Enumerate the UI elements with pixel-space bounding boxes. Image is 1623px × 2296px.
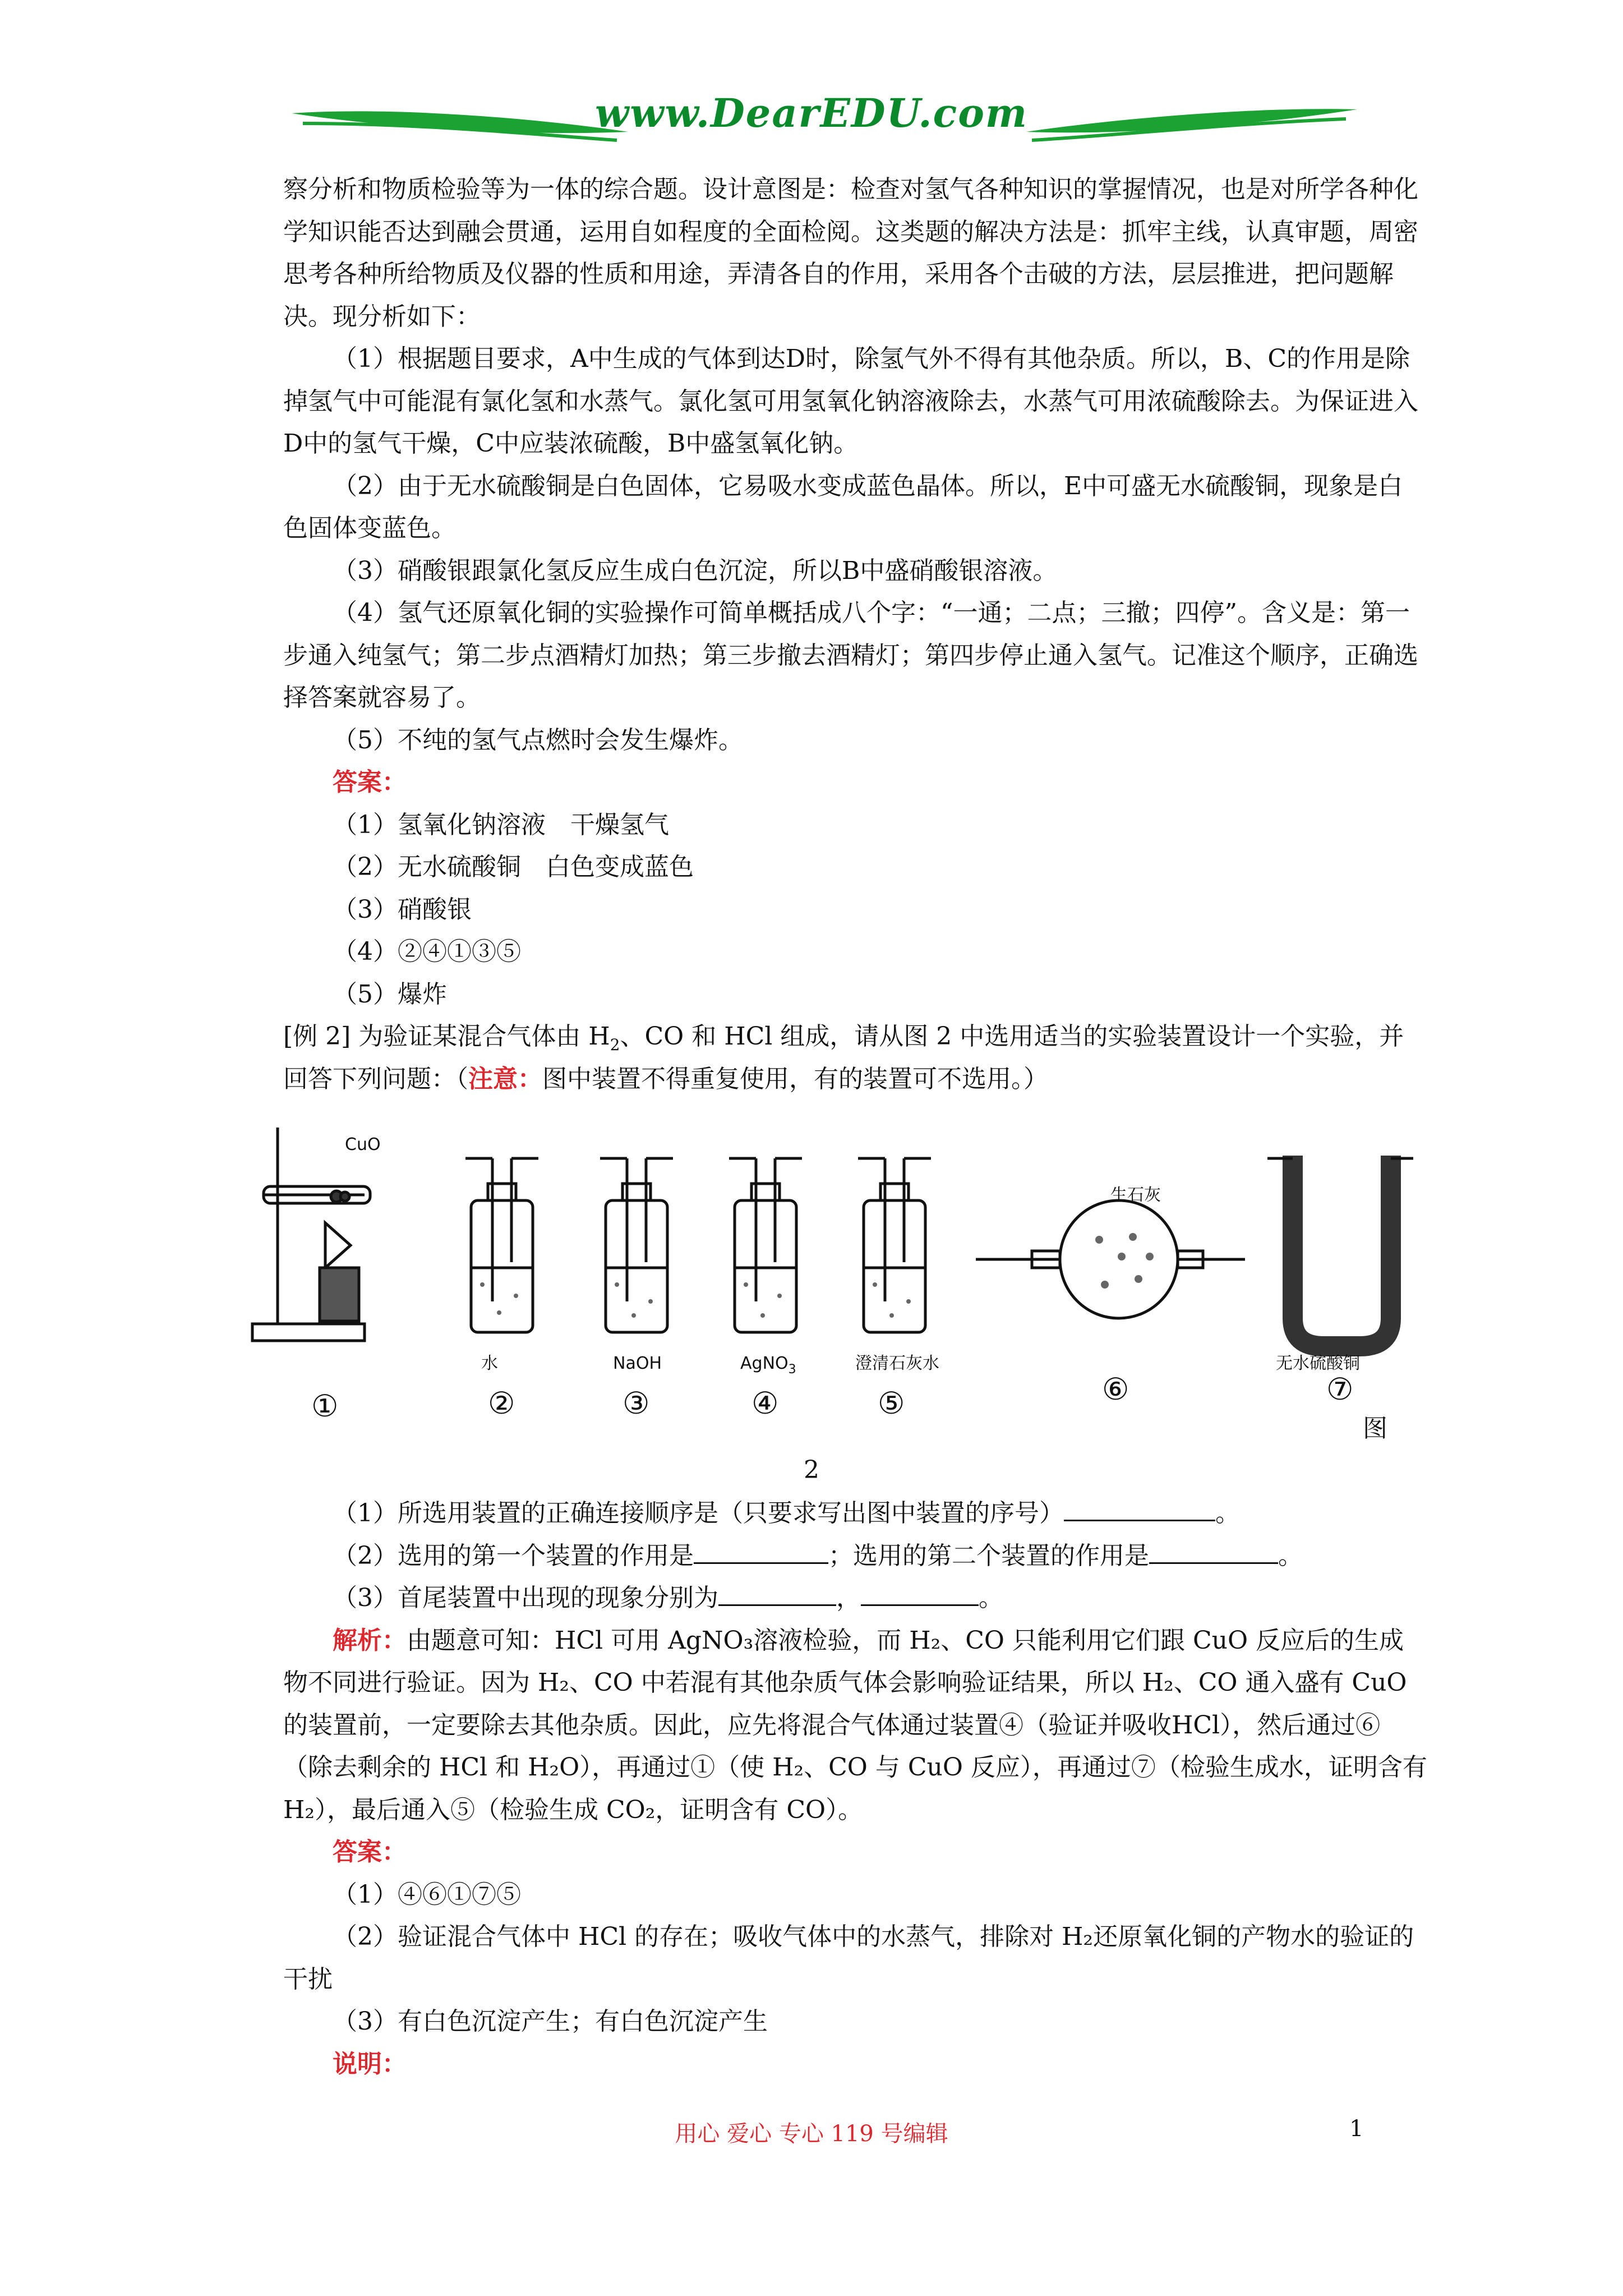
analysis-item-2: （2）由于无水硫酸铜是白色固体，它易吸水变成蓝色晶体。所以，E中可盛无水硫酸铜，现象是白色固体变蓝色。 — [283, 471, 1403, 542]
analysis-item-5: （5）不纯的氢气点燃时会发生爆炸。 — [333, 725, 743, 754]
answer-blank-3[interactable] — [1149, 1543, 1278, 1564]
answer-blank-1[interactable] — [1064, 1501, 1215, 1521]
apparatus-number-1: ① — [311, 1388, 339, 1424]
page-footer: 用心 爱心 专心 119 号编辑 — [675, 2121, 948, 2147]
apparatus-7-u-tube — [1267, 1156, 1413, 1346]
document-body — [283, 168, 1427, 1100]
apparatus-6-drying-bulb — [976, 1200, 1245, 1318]
apparatus-4-bottle — [729, 1158, 802, 1332]
figure-2-apparatus — [224, 1116, 1424, 1430]
intro-paragraph: 察分析和物质检验等为一体的综合题。设计意图是：检查对氢气各种知识的掌握情况，也是对所学各种化学知识能否达到融会贯通，运用自如程度的全面检阅。这类题的解决方法是：抓牢主线，认真审题，周密思考各种所给物质及仪器的性质和用途，弄清各自的作用，采用各个击破的方法，层层推进，把问题解决。现分析如下： — [283, 175, 1418, 331]
apparatus-3-bottle — [600, 1158, 673, 1332]
note-label: 注意： — [468, 1064, 542, 1093]
answer-blank-4[interactable] — [718, 1585, 836, 1606]
example-2-prompt: [例 2] 为验证某混合气体由 $H_2$、CO 和 HCl 组成，请从图 2 中选用适当的实验装置设计一个实验，并回答下列问题：（注意：图中装置不得重复使用，有的装置可不选用。） — [283, 1022, 1404, 1093]
note-heading: 说明： — [333, 2049, 407, 2078]
apparatus-number-7: ⑦ — [1326, 1372, 1354, 1407]
answer-2-item-1: （1）④⑥①⑦⑤ — [333, 1880, 521, 1909]
answer-heading-2: 答案： — [333, 1838, 407, 1866]
answer-item-1: （1）氢氧化钠溶液 干燥氢气 — [333, 810, 669, 839]
analysis-item-3: （3）硝酸银跟氯化氢反应生成白色沉淀，所以B中盛硝酸银溶液。 — [333, 556, 1058, 585]
site-logo-text: www.DearEDU.com — [594, 90, 1028, 136]
apparatus-diagram — [224, 1116, 1424, 1430]
page-header — [0, 84, 1623, 180]
label-naoh: NaOH — [613, 1354, 662, 1373]
analysis-item-4: （4）氢气还原氧化铜的实验操作可简单概括成八个字：“一通；二点；三撤；四停”。含义是：第一步通入纯氢气；第二步点酒精灯加热；第三步撤去酒精灯；第四步停止通入氢气。记准这个顺序，正确选择答案就容易了。 — [283, 599, 1418, 712]
page-number: 1 — [1349, 2116, 1364, 2142]
label-limewater: 澄清石灰水 — [855, 1354, 939, 1373]
apparatus-number-3: ③ — [623, 1386, 650, 1421]
label-agno3: AgNO$_3$ — [740, 1354, 796, 1377]
question-3: （3）首尾装置中出现的现象分别为 ， 。 — [333, 1584, 1003, 1612]
apparatus-1-heating-tube — [252, 1128, 370, 1341]
answer-item-2: （2）无水硫酸铜 白色变成蓝色 — [333, 853, 694, 881]
answer-blank-2[interactable] — [694, 1543, 828, 1564]
label-quicklime: 生石灰 — [1110, 1185, 1161, 1205]
answer-2-item-3: （3）有白色沉淀产生；有白色沉淀产生 — [333, 2007, 768, 2036]
label-cuso4: 无水硫酸铜 — [1276, 1354, 1360, 1373]
apparatus-number-4: ④ — [751, 1386, 779, 1421]
analysis-item-1: （1）根据题目要求，A中生成的气体到达D时，除氢气外不得有其他杂质。所以，B、C的作用是除掉氢气中可能混有氯化氢和水蒸气。氯化氢可用氢氧化钠溶液除去，水蒸气可用浓硫酸除去。为保证进入D中的氢气干燥，C中应装浓硫酸，B中盛氢氧化钠。 — [283, 344, 1418, 458]
answer-item-4: （4）②④①③⑤ — [333, 937, 521, 966]
answer-2-item-2: （2）验证混合气体中 HCl 的存在；吸收气体中的水蒸气，排除对 H₂还原氧化铜的产物水的验证的干扰 — [283, 1922, 1414, 1994]
analysis-2-paragraph: 解析：由题意可知：HCl 可用 AgNO₃溶液检验，而 H₂、CO 只能利用它们跟 CuO 反应后的生成物不同进行验证。因为 H₂、CO 中若混有其他杂质气体会影响验证结果，所以 H₂、CO 通入盛有 CuO 的装置前，一定要除去其他杂质。因此，应先将混合气体通过装置④（验证并吸收HCl），然后通过⑥（除去剩余的 HCl 和 H₂O），再通过①（使 H₂、CO 与 CuO 反应），再通过⑦（检验生成水，证明含有 H₂），最后通入⑤（检验生成 CO₂，证明含有 CO）。 — [283, 1626, 1427, 1824]
answer-item-3: （3）硝酸银 — [333, 895, 472, 924]
figure-caption-number: 2 — [804, 1456, 819, 1484]
answer-heading: 答案： — [333, 768, 407, 797]
apparatus-2-bottle — [465, 1158, 538, 1332]
question-2: （2）选用的第一个装置的作用是 ；选用的第二个装置的作用是 。 — [333, 1541, 1303, 1570]
apparatus-number-6: ⑥ — [1102, 1372, 1129, 1407]
apparatus-5-bottle — [858, 1158, 931, 1332]
answer-blank-5[interactable] — [861, 1585, 979, 1606]
apparatus-number-5: ⑤ — [878, 1386, 905, 1421]
apparatus-number-2: ② — [488, 1386, 515, 1421]
figure-caption-prefix: 图 — [1363, 1414, 1387, 1443]
analysis-label: 解析： — [333, 1626, 407, 1655]
questions-section — [283, 1492, 1427, 2085]
answer-item-5: （5）爆炸 — [333, 979, 447, 1009]
question-1: （1）所选用装置的正确连接顺序是（只要求写出图中装置的序号） 。 — [333, 1499, 1240, 1527]
label-cuo: CuO — [345, 1135, 381, 1154]
label-water: 水 — [481, 1354, 498, 1373]
